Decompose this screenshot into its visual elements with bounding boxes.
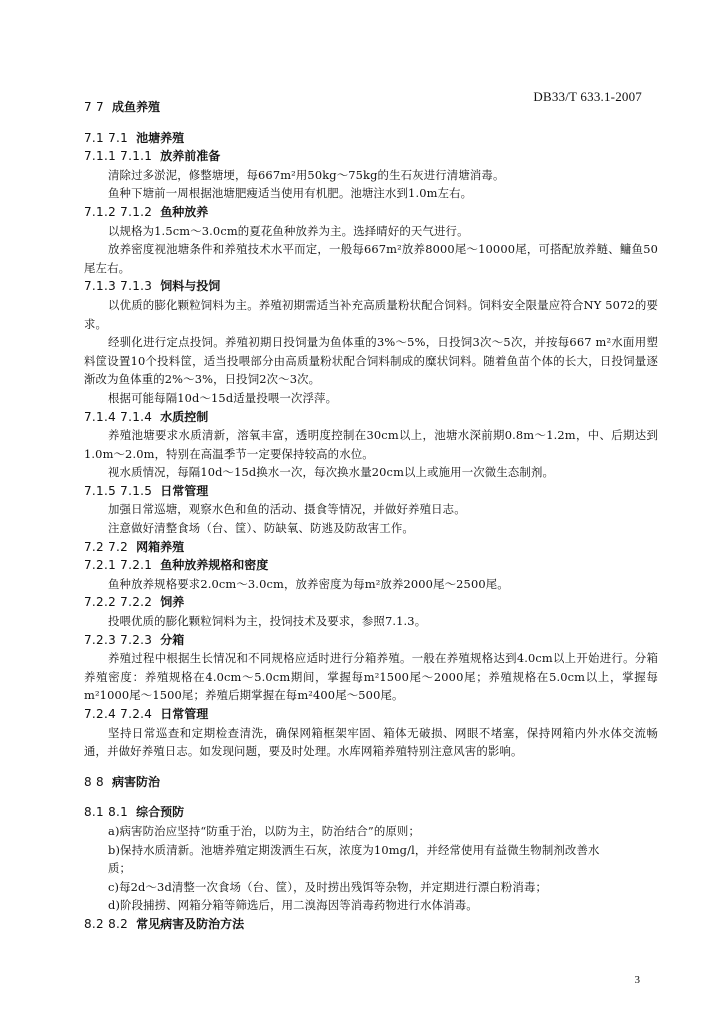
heading-7-1-1: 7.1.1 7.1.1 放养前准备 bbox=[84, 149, 221, 164]
paragraph: 注意做好清整食场（台、筐）、防缺氧、防逃及防敌害工作。 bbox=[108, 521, 414, 536]
heading-7-1-2: 7.1.2 7.1.2 鱼种放养 bbox=[84, 204, 209, 219]
heading-7-2-4: 7.2.4 7.2.4 日常管理 bbox=[84, 707, 209, 721]
list-item-b-line2: 质； bbox=[108, 861, 132, 876]
standard-code: DB33/T 633.1-2007 bbox=[533, 89, 642, 104]
heading-7-2: 7.2 7.2 网箱养殖 bbox=[84, 539, 185, 554]
paragraph: 投喂优质的膨化颗粒饲料为主，投饲技术及要求，参照7.1.3。 bbox=[108, 614, 427, 629]
heading-7-2-1: 7.2.1 7.2.1 鱼种放养规格和密度 bbox=[84, 558, 269, 573]
paragraph: 养殖过程中根据生长情况和不同规格应适时进行分箱养殖。一般在养殖规格达到4.0cm以上开始进行。分箱养殖密度：养殖规格在4.0cm～5.0cm期间，掌握每m²1500尾～2000尾；养殖规格在5.0cm以上，掌握每m²1000尾～1500尾；养殖后期掌握在每m²400尾～500尾。 bbox=[84, 651, 658, 703]
heading-7-1-4: 7.1.4 7.1.4 水质控制 bbox=[84, 409, 209, 424]
paragraph: 坚持日常巡查和定期检查清洗，确保网箱框架牢固、箱体无破损、网眼不堵塞，保持网箱内外水体交流畅通，并做好养殖日志。如发现问题，要及时处理。水库网箱养殖特别注意风害的影响。 bbox=[84, 725, 658, 759]
paragraph: 鱼种放养规格要求2.0cm～3.0cm，放养密度为每m²放养2000尾～2500尾。 bbox=[108, 576, 509, 591]
paragraph: 根据可能每隔10d～15d适量投喂一次浮萍。 bbox=[108, 390, 338, 405]
heading-7-2-2: 7.2.2 7.2.2 饲养 bbox=[84, 595, 185, 610]
list-item-a: a)病害防治应坚持“防重于治，以防为主，防治结合”的原则； bbox=[108, 823, 420, 838]
heading-7-1-3: 7.1.3 7.1.3 饲料与投饲 bbox=[84, 279, 221, 294]
paragraph: 清除过多淤泥，修整塘埂，每667m²用50kg～75kg的生石灰进行清塘消毒。 bbox=[108, 167, 505, 182]
list-item-c: c)每2d～3d清整一次食场（台、筐），及时捞出残饵等杂物，并定期进行漂白粉消毒； bbox=[108, 879, 548, 894]
heading-8-2: 8.2 8.2 常见病害及防治方法 bbox=[84, 916, 245, 931]
list-item-b-line1: b)保持水质清新。池塘养殖定期泼洒生石灰，浓度为10mg/l，并经常使用有益微生物制剂改善水 bbox=[108, 842, 600, 857]
paragraph: 经驯化进行定点投饲。养殖初期日投饲量为鱼体重的3%～5%，日投饲3次～5次，并按每667 m²水面用塑料筐设置10个投料筐，适当投喂部分由高质量粉状配合饲料制成的糜状饲料。随着鱼苗个体的长大，日投饲量逐渐改为鱼体重的2%～3%，日投饲2次～3次。 bbox=[84, 335, 658, 387]
heading-8: 8 8 病害防治 bbox=[84, 774, 160, 789]
paragraph: 鱼种下塘前一周根据池塘肥瘦适当使用有机肥。池塘注水到1.0m左右。 bbox=[108, 186, 473, 201]
page-number: 3 bbox=[634, 974, 640, 986]
paragraph: 加强日常巡塘，观察水色和鱼的活动、摄食等情况，并做好养殖日志。 bbox=[108, 502, 466, 517]
document-body bbox=[84, 98, 658, 934]
paragraph: 视水质情况，每隔10d～15d换水一次，每次换水量20cm以上或施用一次微生态制剂。 bbox=[108, 465, 555, 480]
list-item-d: d)阶段捕捞、网箱分箱等筛选后，用二溴海因等消毒药物进行水体消毒。 bbox=[108, 898, 478, 913]
paragraph: 放养密度视池塘条件和养殖技术水平而定，一般每667m²放养8000尾～10000尾，可搭配放养鲢、鳙鱼50尾左右。 bbox=[84, 242, 658, 275]
paragraph: 以规格为1.5cm～3.0cm的夏花鱼种放养为主。选择晴好的天气进行。 bbox=[108, 223, 469, 238]
heading-7-2-3: 7.2.3 7.2.3 分箱 bbox=[84, 632, 185, 647]
paragraph: 以优质的膨化颗粒饲料为主。养殖初期需适当补充高质量粉状配合饲料。饲料安全限量应符合NY 5072的要求。 bbox=[84, 297, 658, 331]
heading-7-1-5: 7.1.5 7.1.5 日常管理 bbox=[84, 483, 209, 498]
heading-7: 7 7 成鱼养殖 bbox=[84, 100, 160, 114]
heading-7-1: 7.1 7.1 池塘养殖 bbox=[84, 130, 185, 145]
list-item-b bbox=[84, 841, 658, 878]
paragraph: 养殖池塘要求水质清新，溶氧丰富，透明度控制在30cm以上，池塘水深前期0.8m～1.2m，中、后期达到1.0m～2.0m，特别在高温季节一定要保持较高的水位。 bbox=[84, 428, 658, 461]
heading-8-1: 8.1 8.1 综合预防 bbox=[84, 805, 185, 820]
